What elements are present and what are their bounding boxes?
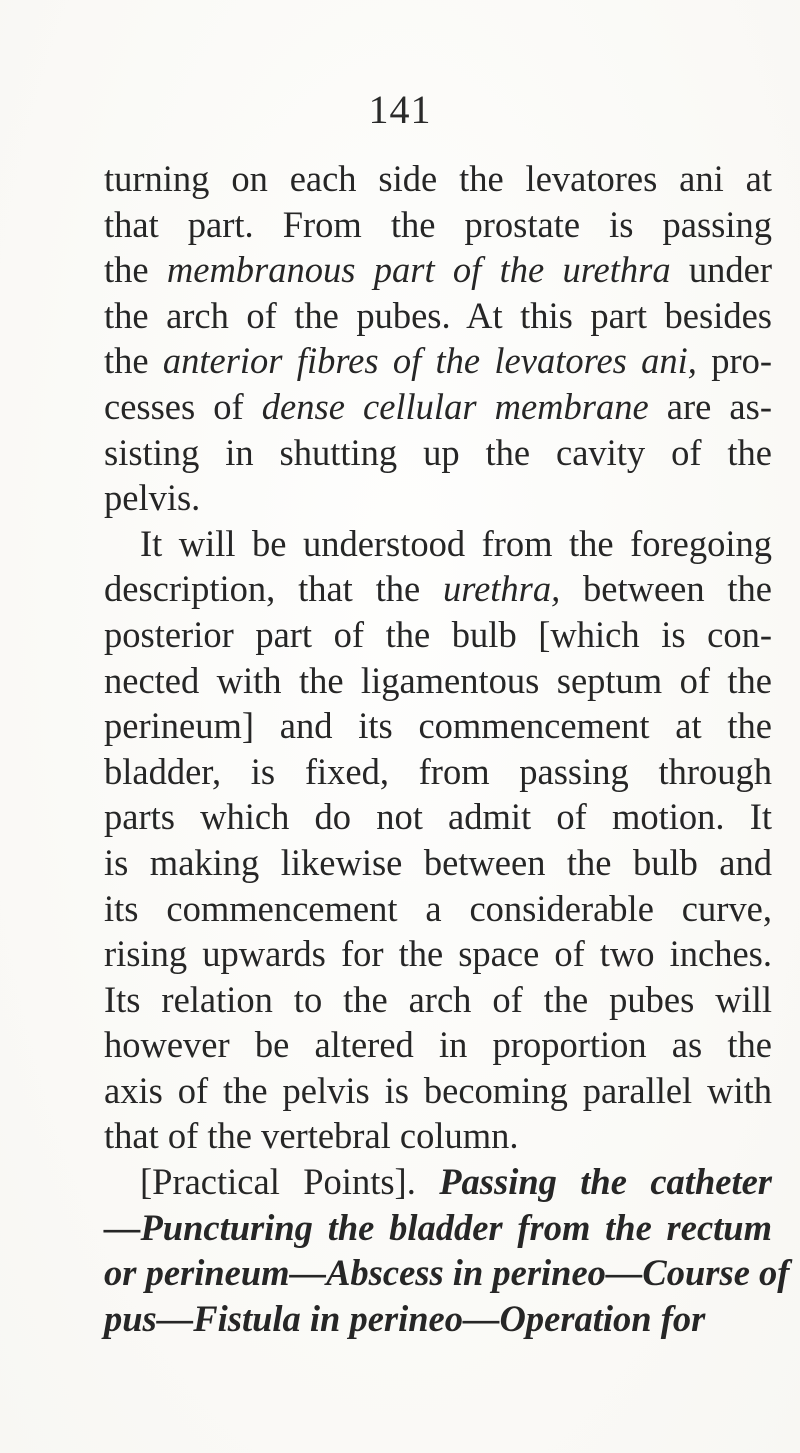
text-run: cesses of [104,385,262,427]
text-line [104,430,772,476]
text-line [104,566,772,612]
text-run: pelvis. [104,477,201,519]
text-line [104,931,772,977]
text-line [104,840,772,886]
text-line [104,202,772,248]
text-run: the [104,340,163,382]
emphasized-text: dense cellular membrane [261,385,649,427]
text-line [104,1022,772,1068]
text-run: between the [560,568,772,610]
text-run: the [104,249,167,291]
text-run: however be altered in proportion as the [104,1024,772,1066]
text-run: bladder, is fixed, from passing through [104,750,772,792]
text-run: are as- [648,385,772,427]
text-line [104,1250,790,1296]
text-run: rising upwards for the space of two inches. [104,933,772,975]
text-run: turning on each side the levatores ani at [104,158,772,199]
text-run: is making likewise between the bulb and [104,841,772,883]
text-run: perineum] and its commencement at the [104,705,772,747]
text-line [104,886,772,932]
body-text [104,156,790,1341]
text-run: parts which do not admit of motion. It [104,796,772,838]
text-line [104,1113,772,1159]
emphasized-text: membranous part of the urethra [166,249,671,291]
text-line [104,384,772,430]
emphasized-text: or perineum—Abscess in perineo—Course of [104,1252,790,1294]
text-line [104,1159,772,1205]
emphasized-text: urethra, [442,568,561,610]
text-run: axis of the pelvis is becoming parallel with [104,1069,772,1111]
text-run: that part. From the prostate is passing [104,203,772,245]
text-run: description, that the [104,568,443,610]
text-run: the arch of the pubes. At this part besides [104,294,772,336]
text-line [104,612,772,658]
text-line [104,977,772,1023]
text-run: nected with the ligamentous septum of the [104,659,772,701]
text-line [104,156,772,202]
text-run: sisting in shutting up the cavity of the [104,431,772,473]
text-line [104,293,772,339]
text-line [104,521,772,567]
text-line [104,749,772,795]
text-line [104,703,772,749]
text-run: It will be understood from the foregoing [140,522,772,564]
text-run: its commencement a considerable curve, [104,887,772,929]
text-line [104,1296,772,1342]
text-line [104,1068,772,1114]
text-line [104,475,772,521]
page-number: 141 [368,87,432,132]
text-line [104,338,772,384]
text-run: posterior part of the bulb [which is con- [104,613,772,655]
emphasized-text: anterior fibres of the levatores ani, [162,340,697,382]
text-run: pro- [696,340,772,382]
emphasized-text: —Puncturing the bladder from the rectum [104,1206,772,1248]
emphasized-text: pus—Fistula in perineo—Operation for [104,1297,706,1339]
text-run: under [670,249,773,291]
text-run: [Practical Points]. [140,1161,440,1203]
text-run: that of the vertebral column. [104,1115,519,1157]
text-line [104,247,772,293]
text-line [104,794,772,840]
emphasized-text: Passing the catheter [439,1161,772,1203]
text-line [104,1205,772,1251]
text-run: Its relation to the arch of the pubes will [104,978,772,1020]
text-line [104,658,772,704]
